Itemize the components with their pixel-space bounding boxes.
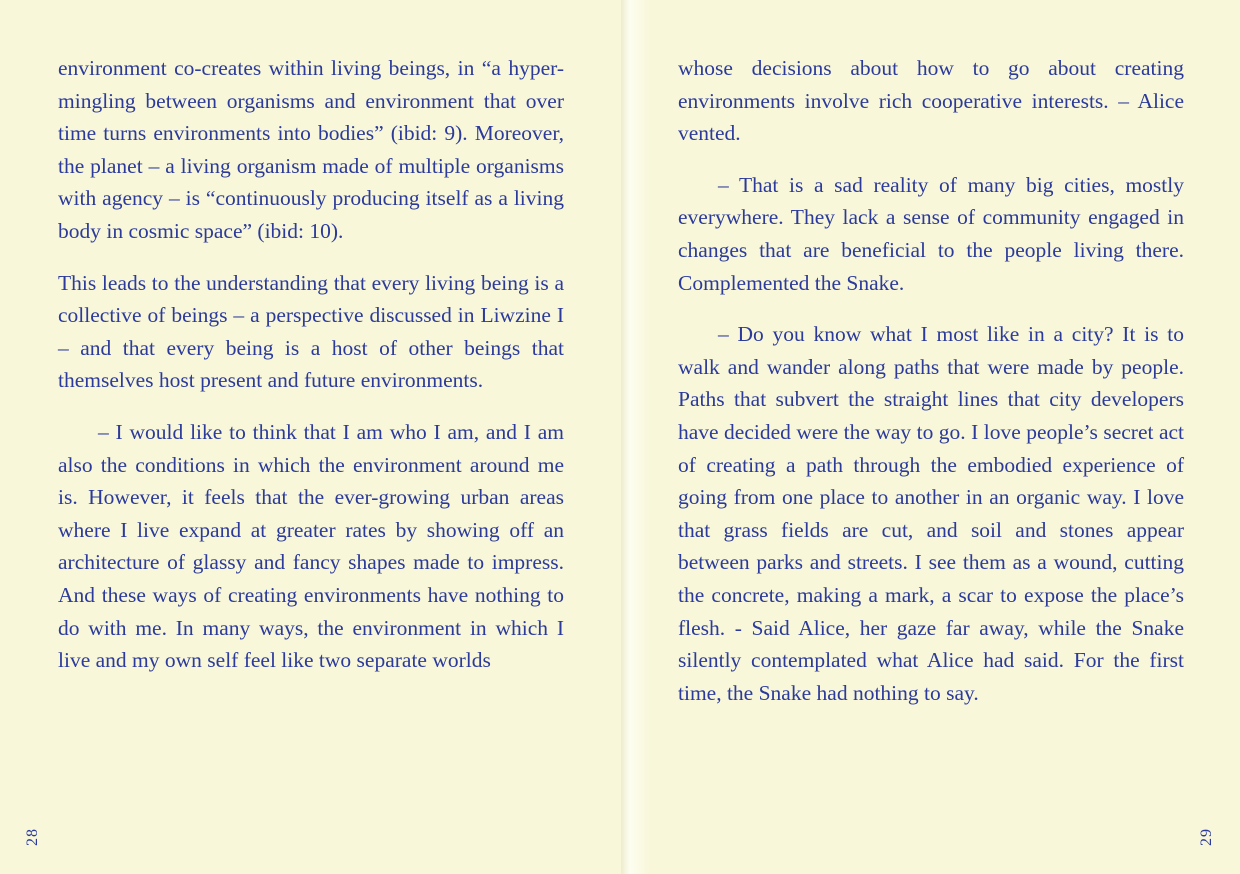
paragraph: environment co-creates within living beings, in “a hyper-mingling between organisms and environment that over time turns environments into bodies” (ibid: 9). Moreover, the planet – a living organism made of multiple organisms with agency – is “continuously producing itself as a living body in cosmic space” (ibid: 10). <box>58 56 564 243</box>
paragraph-dialogue: – That is a sad reality of many big cities, mostly everywhere. They lack a sense of community engaged in changes that are beneficial to the people living there. Complemented the Snake. <box>678 172 1184 295</box>
page-right <box>678 52 1184 728</box>
paragraph: This leads to the understanding that every living being is a collective of beings – a perspective discussed in Liwzine I – and that every being is a host of other beings that themselves host present and future environments. <box>58 270 564 393</box>
paragraph-dialogue: – Do you know what I most like in a city? It is to walk and wander along paths that were made by people. Paths that subvert the straight lines that city developers have decided were the way to go. I love people’s secret act of creating a path through the embodied experience of going from one place to another in an organic way. I love that grass fields are cut, and soil and stones appear between parks and streets. I see them as a wound, cutting the concrete, making a mark, a scar to expose the place’s flesh. - Said Alice, her gaze far away, while the Snake silently contemplated what Alice had said. For the first time, the Snake had nothing to say. <box>678 322 1184 705</box>
page-left <box>58 52 564 696</box>
paragraph-dialogue: – I would like to think that I am who I am, and I am also the conditions in which the environment around me is. However, it feels that the ever-growing urban areas where I live expand at greater rates by showing off an architecture of glassy and fancy shapes made to impress. And these ways of creating environments have nothing to do with me. In many ways, the environment in which I live and my own self feel like two separate worlds <box>58 419 564 673</box>
page-gutter <box>621 0 651 874</box>
page-number-left: 28 <box>24 828 41 846</box>
page-number-right: 29 <box>1198 828 1215 846</box>
paragraph: whose decisions about how to go about creating environments involve rich cooperative interests. – Alice vented. <box>678 56 1184 146</box>
